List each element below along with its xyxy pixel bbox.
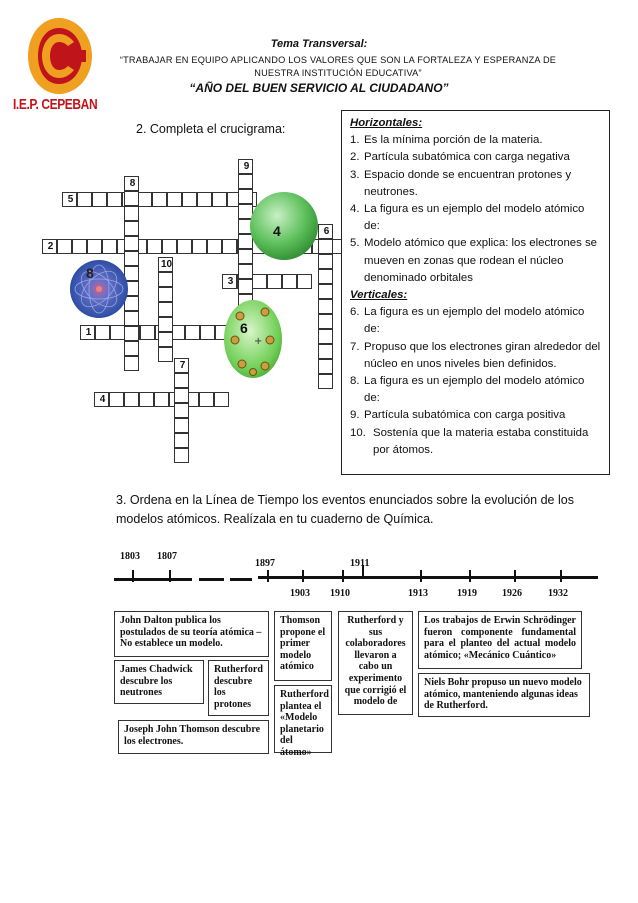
event-chadwick: James Chadwick descubre los neutrones [114,660,204,704]
timeline-tick [132,570,134,582]
crossword-cell[interactable] [212,192,227,207]
crossword-cell[interactable] [124,206,139,221]
crossword-cell[interactable] [110,325,125,340]
label-ball-nucleus: 6 [240,320,248,336]
crossword-cell[interactable] [318,374,333,389]
crossword-number-cell [158,257,173,272]
crossword-cell[interactable] [72,239,87,254]
clue-item [350,201,603,235]
clue-number: 8. [350,375,360,388]
clue-number: 2. [350,151,360,164]
crossword-number: 5 [67,194,74,205]
timeline-year: 1910 [330,588,350,599]
crossword-number-cell [238,159,253,174]
clue-text: La figura es un ejemplo del modelo atómico de: [364,306,585,336]
timeline-year: 1897 [255,558,275,569]
crossword-cell[interactable] [152,192,167,207]
crossword-cell[interactable] [109,392,124,407]
timeline-line-2 [258,576,598,579]
clue-item [350,373,603,407]
crossword-cell[interactable] [124,236,139,251]
clue-text: La figura es un ejemplo del modelo atómico de: [364,375,585,405]
crossword-cell[interactable] [124,356,139,371]
crossword-cell[interactable] [95,325,110,340]
clue-number: 5. [350,237,360,250]
crossword-cell[interactable] [197,192,212,207]
question-3-text: 3. Ordena en la Línea de Tiempo los eventos enunciados sobre la evolución de los modelos atómicos. Realízala en tu cuaderno de Química. [116,493,574,526]
clue-text: La figura es un ejemplo del modelo atómico de: [364,203,585,233]
event-rutherford-protones: Rutherford descubre los protones [208,660,269,716]
crossword-cell[interactable] [200,325,215,340]
crossword-cell[interactable] [174,373,189,388]
blue-atom-image [68,258,130,320]
crossword-number: 2 [47,241,54,252]
event-bohr: Niels Bohr propuso un nuevo modelo atómico, manteniendo algunas ideas de Rutherford. [418,673,590,717]
clue-text: Es la mínima porción de la materia. [364,134,543,147]
timeline-year: 1807 [157,551,177,562]
timeline-tick [420,570,422,582]
event-schrodinger: Los trabajos de Erwin Schrödinger fueron componente fundamental para el planteo del actual modelo atómico; «Mecánico Cuántico» [418,611,582,669]
clues-box [341,110,610,475]
crossword-cell[interactable] [77,192,92,207]
year-title: “AÑO DEL BUEN SERVICIO AL CIUDADANO” [189,81,449,95]
crossword-cell[interactable] [318,254,333,269]
crossword-cell[interactable] [124,221,139,236]
crossword-cell[interactable] [238,264,253,279]
crossword-cell[interactable] [57,239,72,254]
crossword-cell[interactable] [297,274,312,289]
crossword-cell[interactable] [174,448,189,463]
crossword-number-cell [222,274,237,289]
crossword-cell[interactable] [137,192,152,207]
crossword-cell[interactable] [158,317,173,332]
timeline-year: 1903 [290,588,310,599]
label-ball-green: 4 [273,223,281,239]
crossword-cell[interactable] [238,174,253,189]
crossword-number-cell [174,358,189,373]
crossword-number: 10 [160,259,173,270]
crossword-number-cell [318,224,333,239]
timeline-year: 1913 [408,588,428,599]
clue-item [350,149,603,166]
clue-item [350,132,603,149]
crossword-cell[interactable] [107,192,122,207]
crossword-number-cell [80,325,95,340]
crossword-number-cell [62,192,77,207]
crossword-cell[interactable] [102,239,117,254]
motto: “TRABAJAR EN EQUIPO APLICANDO LOS VALORES QUE SON LA FORTALEZA Y ESPERANZA DE NUESTRA INSTITUCIÓN EDUCATIVA” [119,55,557,78]
crossword-cell[interactable] [318,344,333,359]
crossword-number: 7 [179,360,186,371]
svg-text:+: + [254,336,263,347]
crossword-cell[interactable] [92,192,107,207]
timeline-tick [469,570,471,582]
crossword-cell[interactable] [158,287,173,302]
topic-title: Tema Transversal: [270,38,368,50]
crossword-number-cell [42,239,57,254]
crossword-cell[interactable] [124,191,139,206]
crossword-cell[interactable] [158,347,173,362]
crossword-cell[interactable] [139,392,154,407]
crossword-cell[interactable] [158,272,173,287]
crossword-cell[interactable] [185,325,200,340]
crossword-cell[interactable] [140,325,155,340]
event-thomson-modelo: Thomson propone el primer modelo atómico [274,611,332,681]
crossword-cell[interactable] [238,279,253,294]
crossword-cell[interactable] [87,239,102,254]
timeline-dash-2 [230,578,252,581]
logo-text: I.E.P. CEPEBAN [13,96,98,113]
crossword-number: 8 [129,178,136,189]
crossword-cell[interactable] [158,332,173,347]
crossword-cell[interactable] [267,274,282,289]
timeline-line-1 [114,578,192,581]
crossword-cell[interactable] [154,392,169,407]
crossword-cell[interactable] [158,302,173,317]
label-ball-blue: 8 [86,265,94,281]
crossword-cell[interactable] [162,239,177,254]
clue-item [350,304,603,338]
crossword-cell[interactable] [177,239,192,254]
crossword-number: 6 [323,226,330,237]
crossword-cell[interactable] [318,299,333,314]
crossword-cell[interactable] [124,392,139,407]
clue-number: 1. [350,134,360,147]
event-dalton: John Dalton publica los postulados de su teoría atómica – No establece un modelo. [114,611,269,657]
clue-text: Partícula subatómica con carga positiva [364,409,566,422]
crossword-cell[interactable] [222,239,237,254]
vertical-title: Verticales: [350,289,408,302]
event-rutherford-colaboradores: Rutherford y sus colaboradores llevaron a cabo un experimento que corrigió el modelo de [338,611,413,715]
crossword-cell[interactable] [318,284,333,299]
clue-text: Espacio donde se encuentran protones y neutrones. [364,168,572,198]
crossword-cell[interactable] [318,329,333,344]
green-sphere-image [248,190,320,262]
crossword-cell[interactable] [167,192,182,207]
crossword-cell[interactable] [147,239,162,254]
question-2-title: 2. Completa el crucigrama: [136,122,286,136]
timeline-dash-1 [199,578,224,581]
crossword-cell[interactable] [174,388,189,403]
clue-number: 9. [350,409,360,422]
crossword-cell[interactable] [199,392,214,407]
clue-number: 10. [350,426,366,439]
clue-item [350,425,603,459]
clue-item [350,167,603,201]
crossword-cell[interactable] [282,274,297,289]
event-rutherford-planetario: Rutherford plantea el «Modelo planetario del átomo» [274,685,332,753]
clue-item [350,407,603,424]
crossword-cell[interactable] [207,239,222,254]
crossword-cell[interactable] [174,433,189,448]
crossword-cell[interactable] [124,326,139,341]
clue-text: Sostenía que la materia estaba constituida por átomos. [373,426,589,456]
timeline-year: 1919 [457,588,477,599]
crossword-cell[interactable] [174,403,189,418]
crossword-cell[interactable] [318,314,333,329]
clue-number: 6. [350,306,360,319]
clue-text: Modelo atómico que explica: los electrones se mueven en zonas que rodean el núcleo denominado orbitales [364,237,598,284]
timeline-year: 1932 [548,588,568,599]
clue-number: 3. [350,168,360,181]
timeline-year: 1803 [120,551,140,562]
timeline-tick [342,570,344,582]
crossword-cell[interactable] [318,239,333,254]
event-thomson-electrones: Joseph John Thomson descubre los electrones. [118,720,269,754]
crossword-cell[interactable] [174,418,189,433]
crossword-cell[interactable] [182,192,197,207]
crossword-cell[interactable] [192,239,207,254]
crossword-number-cell [94,392,109,407]
crossword-cell[interactable] [214,392,229,407]
clue-text: Partícula subatómica con carga negativa [364,151,570,164]
timeline-year: 1911 [350,558,370,569]
timeline-tick [302,570,304,582]
crossword-cell[interactable] [318,359,333,374]
crossword-number: 1 [85,327,92,338]
timeline-tick [514,570,516,582]
clue-text: Propuso que los electrones giran alrededor del núcleo en unos niveles bien definidos. [364,340,601,370]
clue-item [350,339,603,373]
crossword-cell[interactable] [318,269,333,284]
clue-number: 7. [350,340,360,353]
crossword-number: 4 [99,394,106,405]
timeline-year: 1926 [502,588,522,599]
crossword-cell[interactable] [124,341,139,356]
horizontal-title: Horizontales: [350,117,423,129]
crossword-number-cell [124,176,139,191]
clue-item [350,235,603,287]
timeline-tick [267,570,269,582]
timeline-tick [560,570,562,582]
timeline-tick [169,570,171,582]
clue-number: 4. [350,203,360,216]
crossword-number: 3 [227,276,234,287]
crossword-cell[interactable] [252,274,267,289]
nucleus-model-image [222,298,284,380]
crossword-number: 9 [243,161,250,172]
